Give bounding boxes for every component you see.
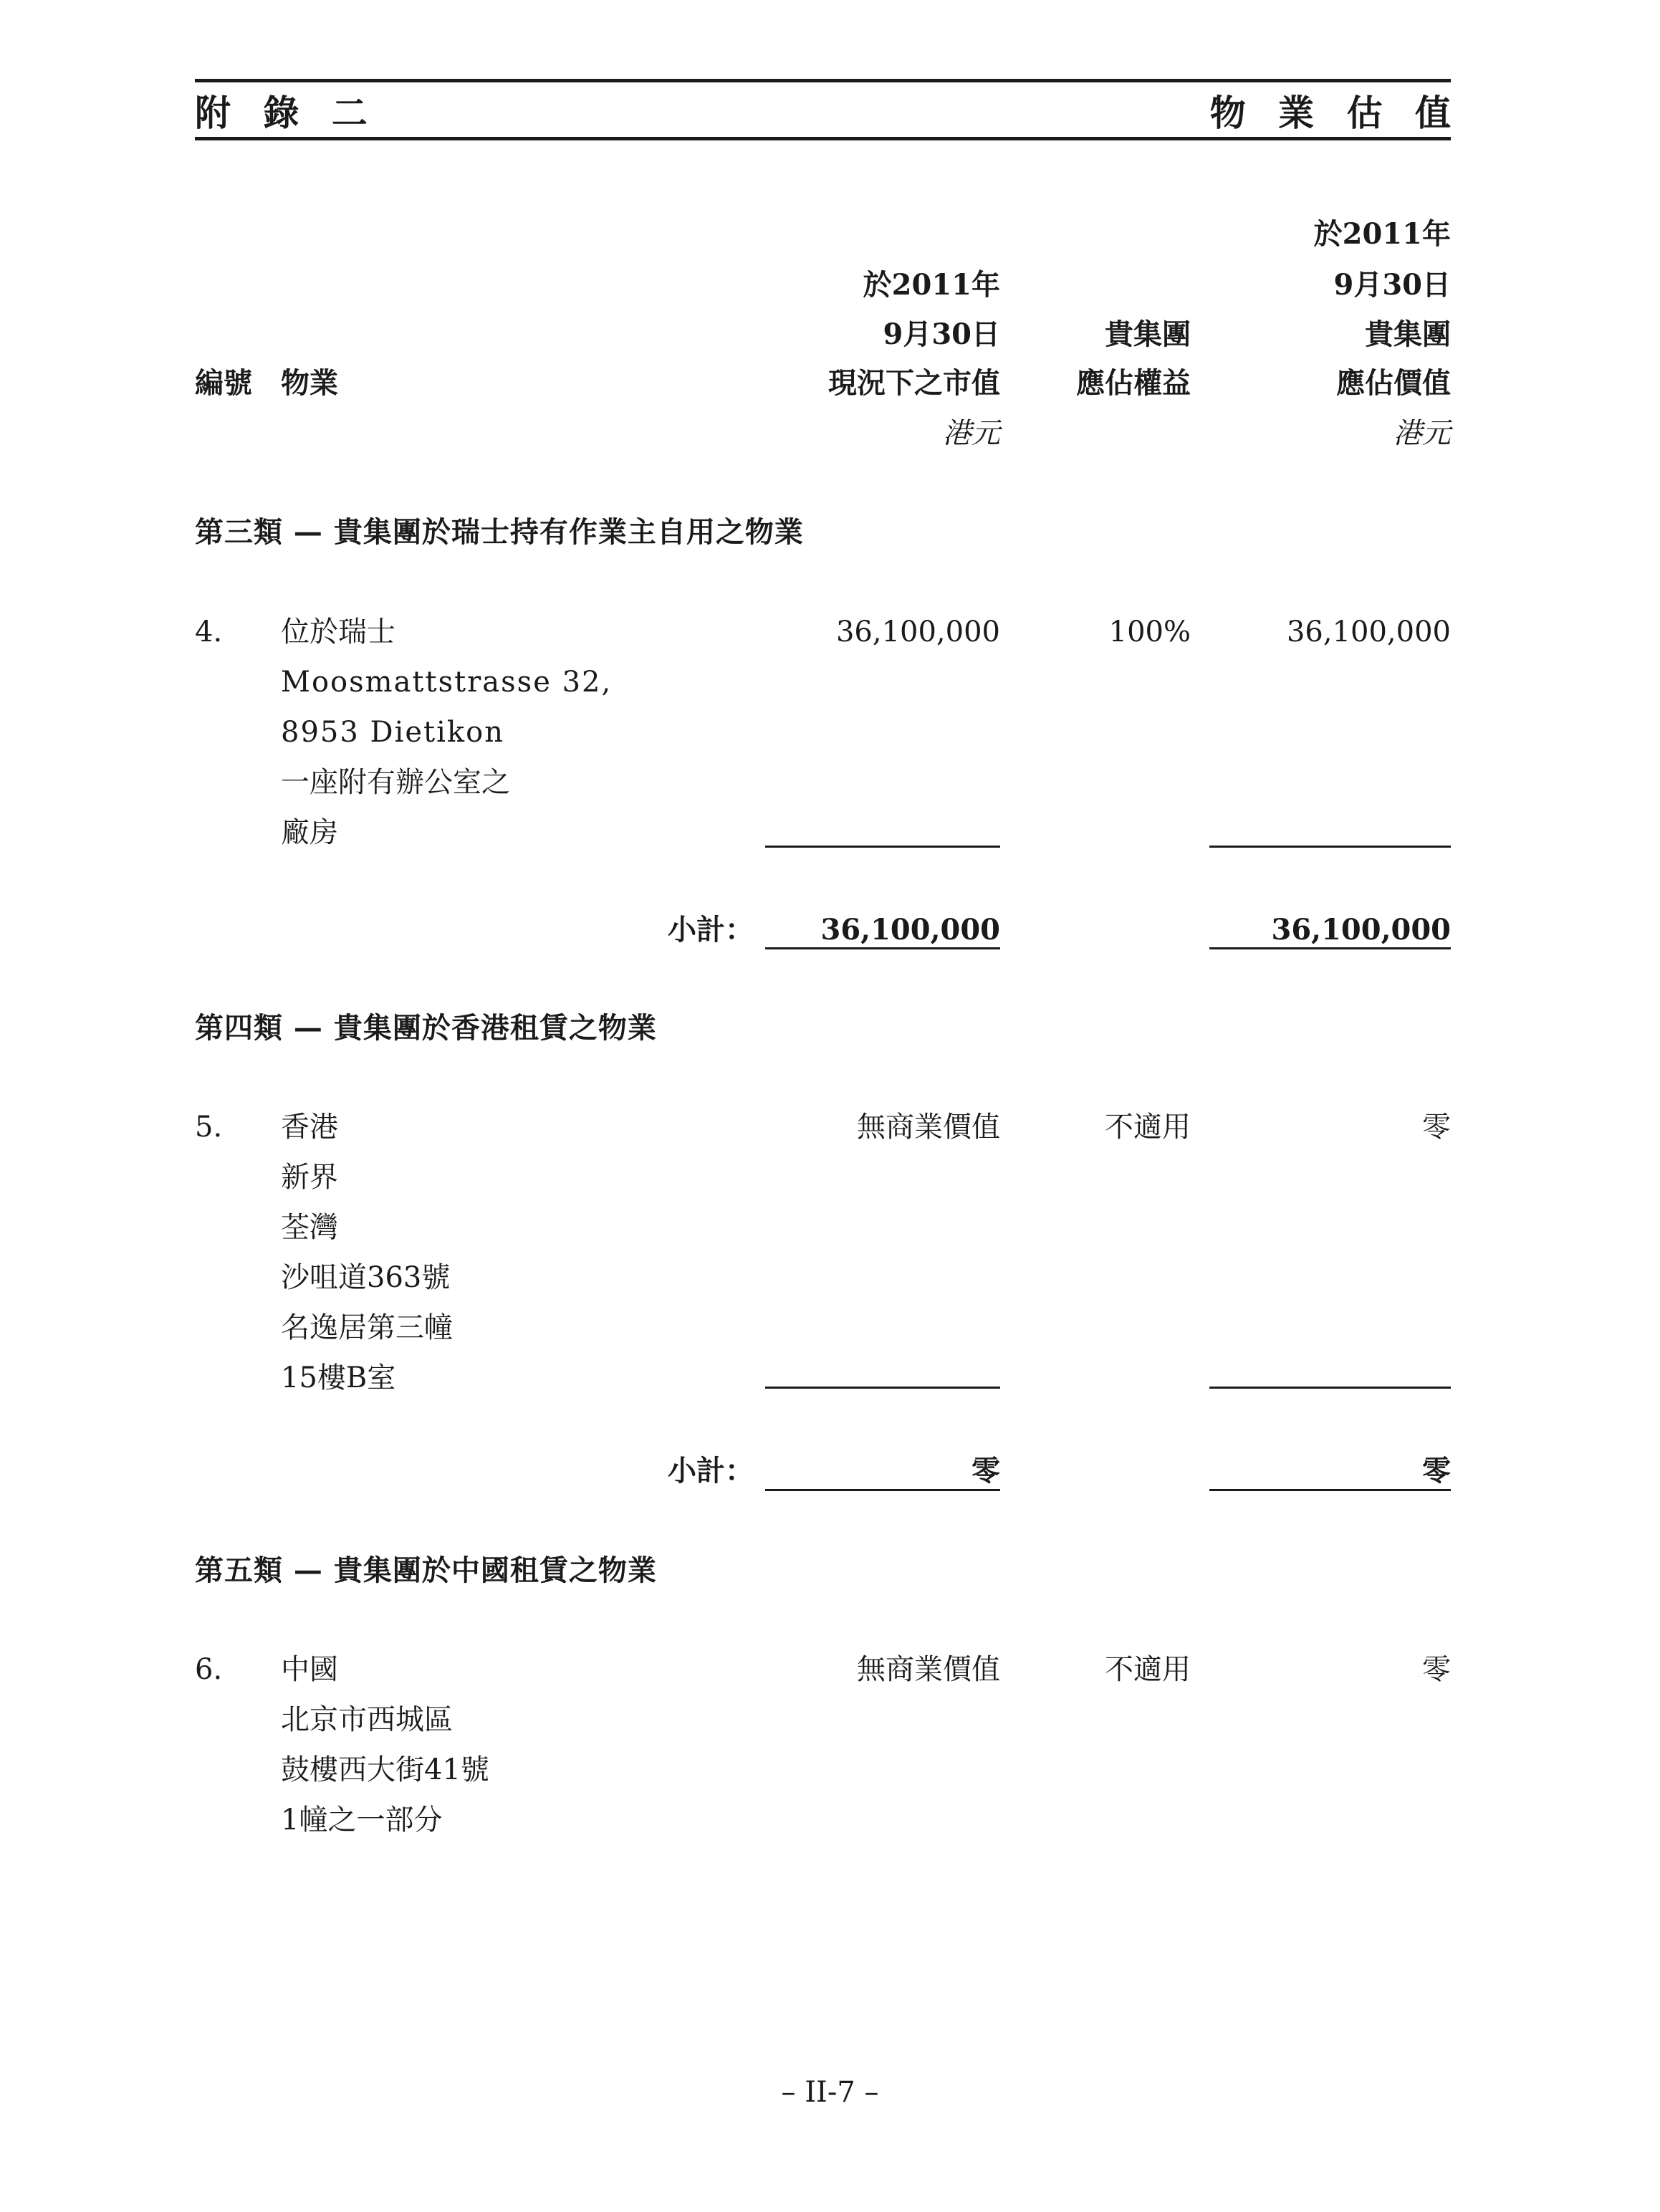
item-address-5 [281, 1102, 453, 1403]
column-rule-3 [1209, 846, 1451, 848]
column-rule-1 [765, 1387, 1000, 1389]
subtotal-label-3: 小計： [668, 913, 754, 947]
column-rule-3 [1209, 1387, 1451, 1389]
header-right-title: 物 業 估 值 [1209, 92, 1461, 134]
item-group-value-6: 零 [1422, 1653, 1451, 1686]
header-currency-1: 港元 [943, 417, 1000, 450]
subtotal-rule-3 [1209, 947, 1451, 949]
subtotal-market-value-4: 零 [971, 1454, 1000, 1488]
address-line: 8953 Dietikon [281, 716, 504, 749]
header-market-value-line3: 現況下之市值 [828, 366, 1000, 400]
address-line: Moosmattstrasse 32, [281, 666, 613, 699]
item-market-value-5: 無商業價值 [857, 1111, 1000, 1144]
subtotal-rule-3 [1209, 1489, 1451, 1491]
item-number-5: 5. [195, 1111, 223, 1144]
header-group-value-line4: 應佔價值 [1336, 366, 1451, 400]
header-group-value-line1: 於2011年 [1313, 217, 1451, 251]
address-line: 鼓樓西大街41號 [281, 1753, 489, 1786]
item-interest-6: 不適用 [1105, 1653, 1191, 1686]
subtotal-rule-1 [765, 947, 1000, 949]
address-line: 一座附有辦公室之 [281, 766, 510, 799]
item-interest-4: 100% [1108, 616, 1191, 648]
page-number: – II-7 – [781, 2076, 879, 2109]
header-col-no: 編號 [195, 366, 252, 400]
item-market-value-4: 36,100,000 [835, 616, 1000, 648]
header-market-value-line1: 於2011年 [863, 268, 1000, 302]
header-group-value-line3: 貴集團 [1365, 317, 1451, 351]
subtotal-market-value-3: 36,100,000 [820, 913, 1000, 947]
address-line: 15樓B室 [281, 1361, 396, 1394]
item-group-value-5: 零 [1422, 1111, 1451, 1144]
address-line: 名逸居第三幢 [281, 1311, 453, 1344]
address-line: 廠房 [281, 816, 338, 849]
item-group-value-4: 36,100,000 [1286, 616, 1451, 648]
section-title-category-5: 第五類 — 貴集團於中國租賃之物業 [195, 1553, 657, 1587]
section-title-category-4: 第四類 — 貴集團於香港租賃之物業 [195, 1011, 657, 1045]
address-line: 荃灣 [281, 1211, 338, 1244]
address-line: 香港 [281, 1111, 338, 1144]
item-number-6: 6. [195, 1653, 223, 1686]
header-interest-line2: 應佔權益 [1076, 366, 1191, 400]
address-line: 北京市西城區 [281, 1703, 453, 1736]
address-line: 位於瑞士 [281, 616, 395, 648]
column-rule-1 [765, 846, 1000, 848]
item-address-4 [281, 607, 612, 858]
header-top-rule [195, 79, 1451, 82]
section-title-category-3: 第三類 — 貴集團於瑞士持有作業主自用之物業 [195, 515, 804, 549]
header-market-value-line2: 9月30日 [883, 317, 1000, 351]
address-line: 沙咀道363號 [281, 1261, 451, 1294]
subtotal-group-value-4: 零 [1422, 1454, 1451, 1488]
address-line: 新界 [281, 1161, 338, 1194]
subtotal-label-4: 小計： [668, 1454, 754, 1488]
header-left-title: 附 錄 二 [195, 92, 378, 134]
header-interest-line1: 貴集團 [1105, 317, 1191, 351]
item-number-4: 4. [195, 616, 223, 648]
address-line: 中國 [281, 1653, 338, 1686]
header-bottom-rule [195, 137, 1451, 140]
item-market-value-6: 無商業價值 [857, 1653, 1000, 1686]
item-interest-5: 不適用 [1105, 1111, 1191, 1144]
subtotal-rule-1 [765, 1489, 1000, 1491]
header-group-value-line2: 9月30日 [1333, 268, 1451, 302]
header-currency-3: 港元 [1393, 417, 1451, 450]
item-address-6 [281, 1644, 489, 1845]
address-line: 1幢之一部分 [281, 1804, 443, 1837]
header-col-property: 物業 [281, 366, 338, 400]
subtotal-group-value-3: 36,100,000 [1271, 913, 1451, 947]
